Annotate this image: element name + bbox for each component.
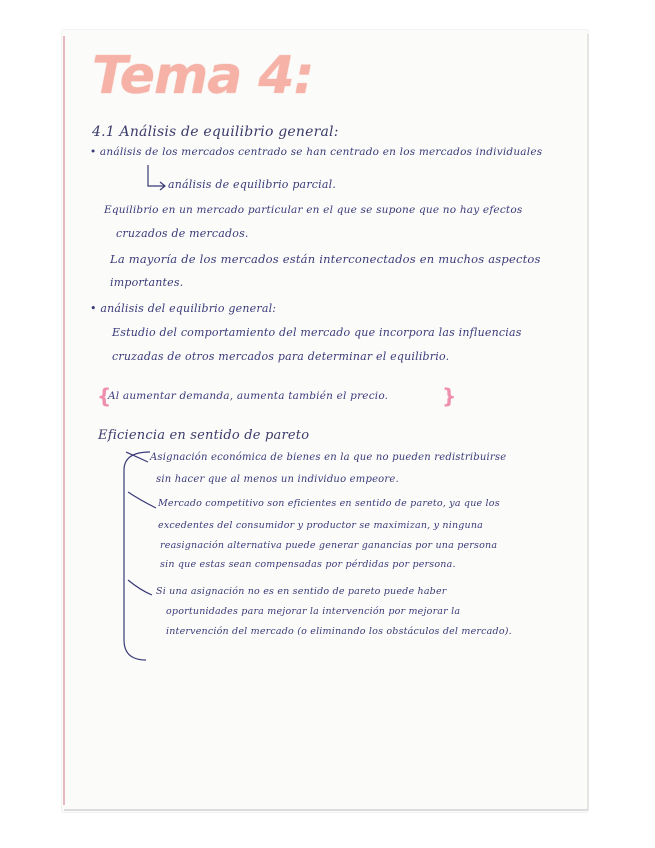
text-line: excedentes del consumidor y productor se maximizan, y ninguna xyxy=(158,520,484,531)
text-line: importantes. xyxy=(110,276,184,289)
bullet-analisis-mercados: • análisis de los mercados centrado se han centrado en los mercados individuales xyxy=(90,146,543,158)
text-line: Estudio del comportamiento del mercado que incorpora las influencias xyxy=(112,326,522,339)
highlight-open-bracket: { xyxy=(97,384,112,408)
text-line: La mayoría de los mercados están interconectados en muchos aspectos xyxy=(110,252,541,266)
pareto-heading: Eficiencia en sentido de pareto xyxy=(98,428,310,443)
text-line: intervención del mercado (o eliminando los obstáculos del mercado). xyxy=(166,626,512,637)
page-title: Tema 4: xyxy=(92,46,314,106)
text-line: Asignación económica de bienes en la que no pueden redistribuirse xyxy=(150,452,507,463)
text-line: sin que estas sean compensadas por pérdidas por persona. xyxy=(160,559,456,570)
text-line: Si una asignación no es en sentido de pareto puede haber xyxy=(156,586,447,597)
highlighted-note: Al aumentar demanda, aumenta también el precio. xyxy=(108,390,389,402)
section-heading: 4.1 Análisis de equilibrio general: xyxy=(92,124,339,140)
text-line: oportunidades para mejorar la intervención por mejorar la xyxy=(166,606,461,617)
text-line: cruzados de mercados. xyxy=(116,227,249,240)
text-line: Equilibrio en un mercado particular en el que se supone que no hay efectos xyxy=(104,204,523,216)
sub-equilibrio-parcial: análisis de equilibrio parcial. xyxy=(168,178,337,191)
text-line: reasignación alternativa puede generar ganancias por una persona xyxy=(160,540,498,551)
bullet-equilibrio-general: • análisis del equilibrio general: xyxy=(90,302,277,315)
text-line: Mercado competitivo son eficientes en sentido de pareto, ya que los xyxy=(158,498,500,509)
text-line: sin hacer que al menos un individuo empeore. xyxy=(156,474,399,485)
text-line: cruzadas de otros mercados para determinar el equilibrio. xyxy=(112,350,450,363)
highlight-close-bracket: } xyxy=(442,384,457,408)
